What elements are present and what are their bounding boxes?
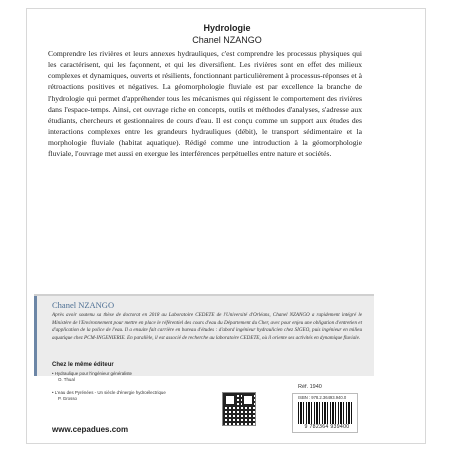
publisher-book-author: O. Thual (58, 376, 75, 382)
publisher-book-title: • Hydraulique pour l'ingénieur généraliste (52, 371, 132, 376)
qr-code-icon (222, 392, 256, 426)
publisher-book-title: • L'eau des Pyrénées - Un siècle d'énergie hydroélectrique (52, 390, 166, 395)
book-reference: Réf. 1940 (298, 384, 322, 390)
bio-author-name: Chanel NZANGO (52, 300, 115, 310)
publisher-book-author: P. Grosso (58, 395, 77, 401)
book-title: Hydrologie (203, 23, 251, 33)
isbn-number: ISBN : 978.2.36493.940.0 (298, 395, 347, 400)
publisher-book-1 (52, 371, 172, 382)
publisher-heading: Chez le même éditeur (52, 362, 114, 368)
book-author: Chanel NZANGO (192, 35, 262, 45)
publisher-book-2 (52, 390, 172, 401)
book-abstract: Comprendre les rivières et leurs annexes hydrauliques, c'est comprendre les processus physiques qui les caractérisent, qui les façonnent, et qui les diversifient. Les rivières sont en effet des milieux complexes et dynamiques, ouverts et résilients, fonctionnant particulièrement à processus-réponses et à rétroactions positives et négatives. La géomorphologie fluviale est par excellence la branche de l'hydrologie qui permet d'appréhender tous les mécanismes qui régissent le comportement des rivières dans l'espace-temps. Ainsi, cet ouvrage riche en concepts, outils et méthodes d'analyses, s'adresse aux étudiants, chercheurs et gestionnaires de cours d'eau. Il est conçu comme un support aux études des interactions complexes entre les grandeurs hydrauliques (débit), le transport sédimentaire et la morphologie fluviale (habitat aquatique). Rédigé comme une introduction à la géomorphologie fluviale, l'ouvrage met aussi en exergue les interférences perpétuelles entre nature et sociétés. (48, 49, 362, 159)
barcode-digits: 9 782364 939400 (304, 424, 350, 430)
barcode-icon (298, 402, 354, 424)
publisher-website[interactable]: www.cepadues.com (52, 425, 129, 434)
author-bio-text: Après avoir soutenu sa thèse de doctorat en 2018 au Laboratoire CEDETE de l'Université d'Orléans, Chanel NZANGO a rapidement intégré le Ministère de l'Environnement pour mettre en place le référentiel des cours d'eau du Département du Cher, avec pour enjeu une obligation d'entretien et d'application de la police de l'eau. Il a ensuite fait carrière en bureau d'études : d'abord ingénieur hydraulicien chez SIGEO, puis ingénieur en milieu aquatique chez PCM-INGENIERIE. En parallèle, il est associé de recherche au laboratoire CEDETE, où il oriente ses activités en dynamique fluviale. (52, 312, 362, 341)
